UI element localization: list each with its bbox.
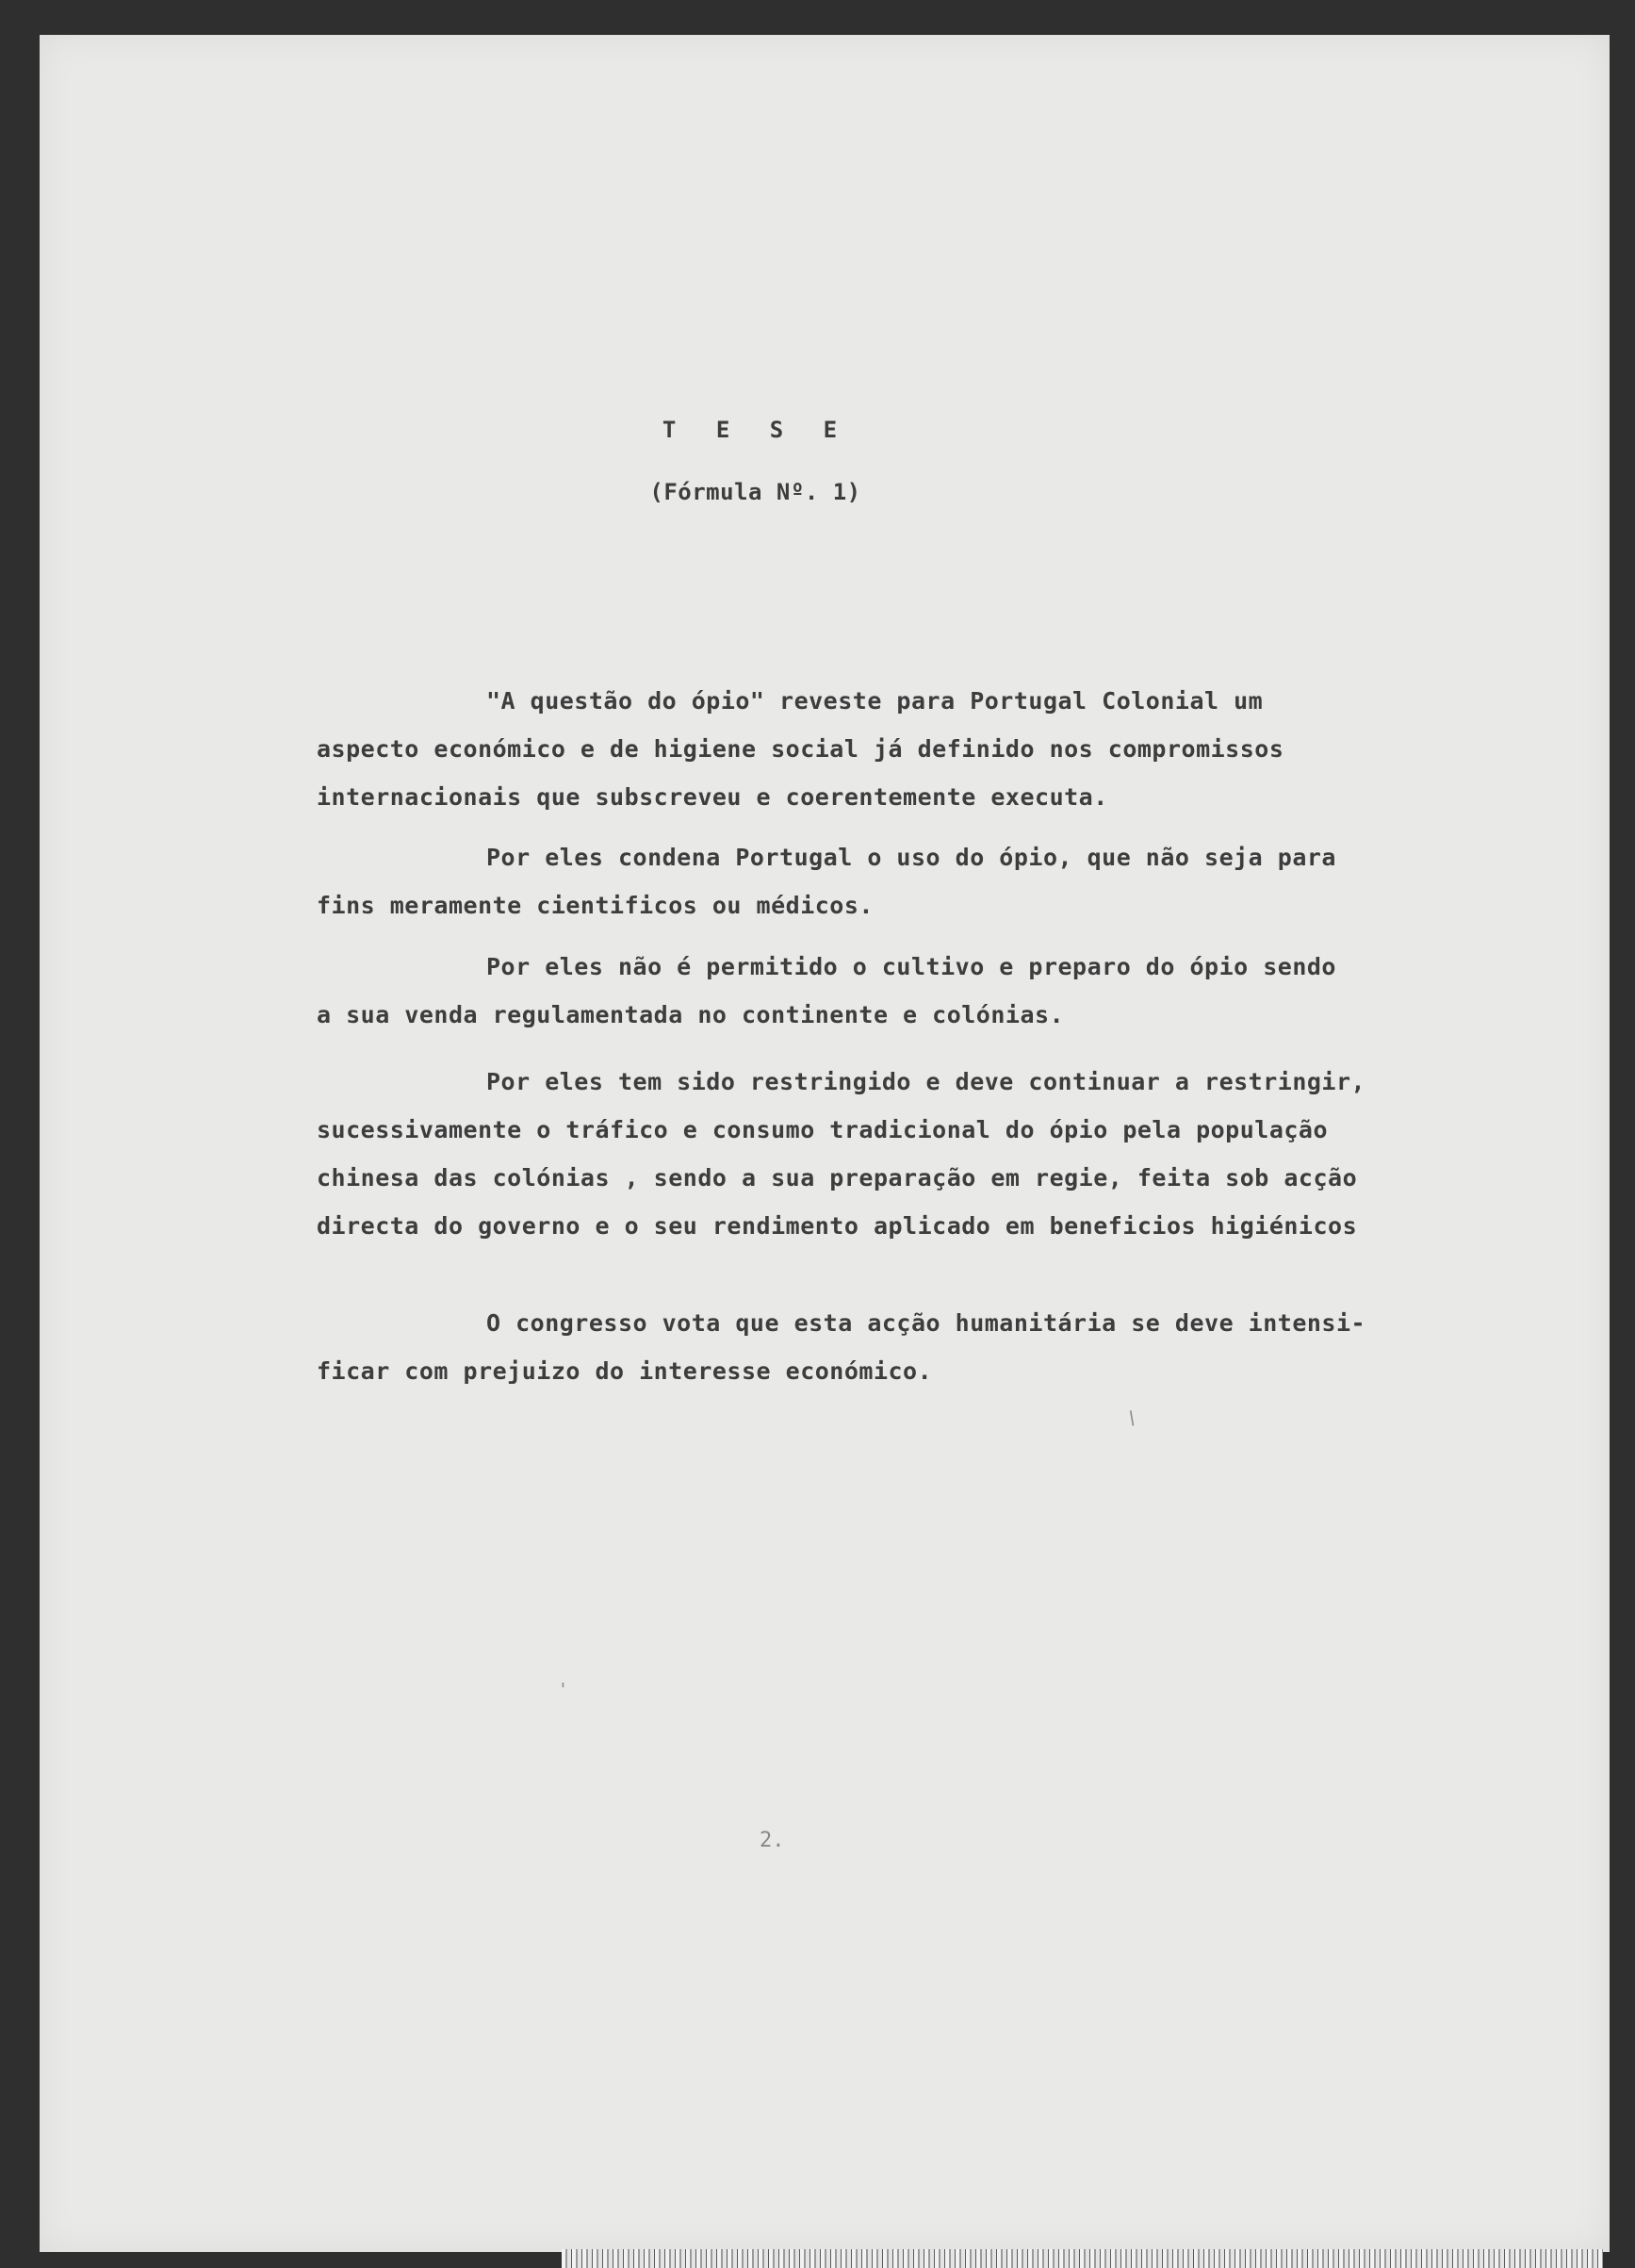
paragraph-line: Por eles condena Portugal o uso do ópio, que não seja para bbox=[486, 844, 1336, 871]
paragraph-4 bbox=[317, 1058, 1532, 1250]
paragraph-line: chinesa das colónias , sendo a sua preparação em regie, feita sob acção bbox=[317, 1164, 1358, 1192]
page-number: 2. bbox=[760, 1829, 785, 1852]
paragraph-line: ficar com prejuizo do interesse económico. bbox=[317, 1357, 933, 1385]
document-subtitle: (Fórmula Nº. 1) bbox=[649, 479, 861, 505]
paragraph-line: sucessivamente o tráfico e consumo tradicional do ópio pela população bbox=[317, 1116, 1329, 1143]
pen-tick-mark: / bbox=[1121, 1406, 1142, 1430]
paragraph-5 bbox=[317, 1299, 1532, 1395]
paragraph-line: O congresso vota que esta acção humanitária se deve intensi- bbox=[486, 1309, 1366, 1337]
paragraph-1 bbox=[317, 677, 1532, 821]
paragraph-line: internacionais que subscreveu e coerentemente executa. bbox=[317, 783, 1108, 811]
paragraph-line: Por eles não é permitido o cultivo e preparo do ópio sendo bbox=[486, 953, 1336, 980]
scan-calibration-strip bbox=[562, 2249, 1603, 2268]
stray-mark: ' bbox=[558, 1680, 568, 1700]
paragraph-line: fins meramente cientificos ou médicos. bbox=[317, 892, 874, 919]
paragraph-line: Por eles tem sido restringido e deve continuar a restringir, bbox=[486, 1068, 1366, 1095]
paragraph-line: "A questão do ópio" reveste para Portugal Colonial um bbox=[486, 687, 1264, 715]
paragraph-3 bbox=[317, 943, 1532, 1039]
paragraph-line: a sua venda regulamentada no continente e colónias. bbox=[317, 1001, 1065, 1028]
paragraph-line: aspecto económico e de higiene social já definido nos compromissos bbox=[317, 735, 1284, 763]
paragraph-2 bbox=[317, 833, 1532, 929]
paragraph-line: directa do governo e o seu rendimento aplicado em beneficios higiénicos bbox=[317, 1212, 1358, 1240]
document-title: T E S E bbox=[662, 417, 851, 443]
